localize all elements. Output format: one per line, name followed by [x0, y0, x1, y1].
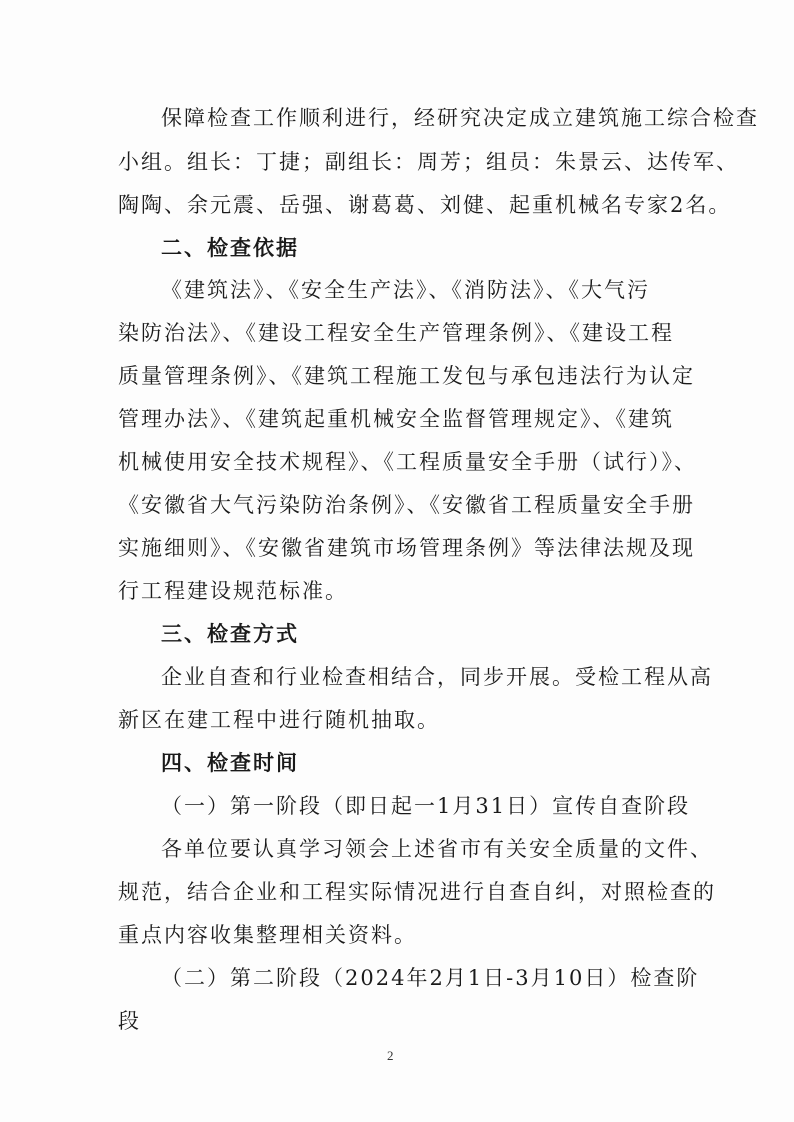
paragraph-line: 保障检查工作顺利进行，经研究决定成立建筑施工综合检查 — [161, 106, 759, 130]
paragraph-line: 新区在建工程中进行随机抽取。 — [118, 708, 440, 732]
stage-one-title: （一）第一阶段（即日起一1月31日）宣传自查阶段 — [161, 794, 691, 818]
paragraph-line: 重点内容收集整理相关资料。 — [118, 923, 417, 947]
paragraph-line: 机械使用安全技术规程》、《工程质量安全手册（试行）》、 — [118, 450, 697, 474]
section-heading-time: 四、检查时间 — [161, 751, 299, 775]
paragraph-line: 企业自查和行业检查相结合，同步开展。受检工程从高 — [161, 665, 713, 689]
paragraph-line: 质量管理条例》、《建筑工程施工发包与承包违法行为认定 — [118, 364, 695, 388]
paragraph-line: 《安徽省大气污染防治条例》、《安徽省工程质量安全手册 — [118, 493, 695, 517]
stage-two-title-continued: 段 — [118, 1009, 141, 1033]
paragraph-line: 染防治法》、《建设工程安全生产管理条例》、《建设工程 — [118, 321, 674, 345]
paragraph-line: 管理办法》、《建筑起重机械安全监督管理规定》、《建筑 — [118, 407, 674, 431]
section-heading-method: 三、检查方式 — [161, 622, 299, 646]
paragraph-line: 行工程建设规范标准。 — [118, 579, 348, 603]
paragraph-line: 实施细则》、《安徽省建筑市场管理条例》等法律法规及现 — [118, 536, 695, 560]
paragraph-line: 小组。组长：丁捷；副组长：周芳；组员：朱景云、达传军、 — [118, 150, 739, 174]
section-heading-basis: 二、检查依据 — [161, 236, 299, 260]
paragraph-line: 规范，结合企业和工程实际情况进行自查自纠，对照检查的 — [118, 880, 716, 904]
paragraph-line: 陶陶、余元震、岳强、谢葛葛、刘健、起重机械名专家2名。 — [118, 193, 732, 217]
page-number: 2 — [387, 1048, 394, 1063]
stage-two-title: （二）第二阶段（2024年2月1日-3月10日）检查阶 — [161, 966, 700, 990]
paragraph-line: 各单位要认真学习领会上述省市有关安全质量的文件、 — [161, 837, 713, 861]
paragraph-line: 《建筑法》、《安全生产法》、《消防法》、《大气污 — [161, 278, 650, 302]
